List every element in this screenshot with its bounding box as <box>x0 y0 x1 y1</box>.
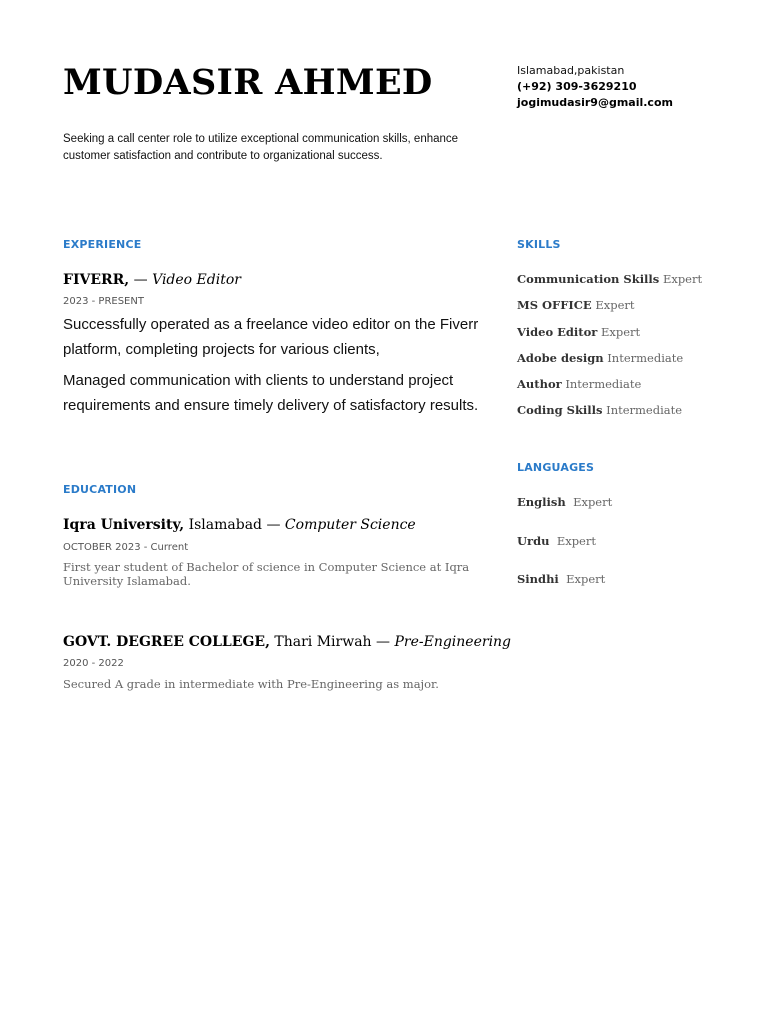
contact-info <box>517 63 673 111</box>
language-name: English <box>517 495 566 509</box>
language-level: Expert <box>566 572 606 586</box>
education-separator: — <box>262 517 285 533</box>
education-entry-heading <box>63 517 416 533</box>
experience-dates: 2023 - PRESENT <box>63 296 144 307</box>
education-description: First year student of Bachelor of science in Computer Science at Iqra University Islamabad. <box>63 560 470 588</box>
experience-heading: EXPERIENCE <box>63 238 142 251</box>
skill-item <box>517 377 641 391</box>
skill-item <box>517 298 635 312</box>
skill-item <box>517 351 683 365</box>
education-entry-heading <box>63 634 511 650</box>
experience-description: Successfully operated as a freelance video editor on the Fiverr platform, completing projects for various clients, <box>63 316 479 358</box>
skill-name: Communication Skills <box>517 272 660 286</box>
experience-separator: — <box>129 272 153 288</box>
education-school: Iqra University, <box>63 517 185 533</box>
contact-address: Islamabad,pakistan <box>517 64 625 77</box>
education-program: Pre-Engineering <box>394 634 512 650</box>
skill-level: Expert <box>601 325 641 339</box>
skill-name: Author <box>517 377 562 391</box>
language-name: Urdu <box>517 534 550 548</box>
resume-name: MUDASIR AHMED <box>63 62 433 103</box>
skill-item <box>517 403 682 417</box>
language-item <box>517 572 605 586</box>
skills-heading: SKILLS <box>517 238 561 251</box>
experience-company: FIVERR, <box>63 272 130 288</box>
education-separator: — <box>371 634 395 650</box>
skill-level: Expert <box>595 298 635 312</box>
skill-level: Expert <box>662 272 703 286</box>
skill-name: Video Editor <box>517 325 598 339</box>
education-dates: 2020 - 2022 <box>63 658 124 669</box>
skill-name: Adobe design <box>517 351 604 365</box>
language-item <box>517 534 596 548</box>
education-program: Computer Science <box>284 517 416 533</box>
skill-level: Intermediate <box>607 351 684 365</box>
language-level: Expert <box>573 495 613 509</box>
contact-phone: (+92) 309-3629210 <box>517 80 637 93</box>
language-name: Sindhi <box>517 572 559 586</box>
skill-item <box>517 325 640 339</box>
education-heading: EDUCATION <box>63 483 137 496</box>
languages-heading: LANGUAGES <box>517 461 595 474</box>
experience-role: Video Editor <box>152 272 241 288</box>
education-description: Secured A grade in intermediate with Pre-Engineering as major. <box>63 677 439 691</box>
skill-item <box>517 272 702 286</box>
skill-name: Coding Skills <box>517 403 603 417</box>
language-item <box>517 495 612 509</box>
education-location: Islamabad <box>184 517 263 533</box>
skill-level: Intermediate <box>565 377 642 391</box>
language-level: Expert <box>556 534 596 548</box>
skill-level: Intermediate <box>606 403 683 417</box>
experience-description: Managed communication with clients to understand project requirements and ensure timely delivery of satisfactory results. <box>63 372 479 414</box>
experience-entry-heading <box>63 272 241 288</box>
education-dates: OCTOBER 2023 - Current <box>63 542 189 553</box>
education-location: Thari Mirwah <box>269 634 372 650</box>
education-school: GOVT. DEGREE COLLEGE, <box>63 634 270 650</box>
skill-name: MS OFFICE <box>517 298 592 312</box>
contact-email: jogimudasir9@gmail.com <box>517 96 673 109</box>
career-objective: Seeking a call center role to utilize exceptional communication skills, enhance customer satisfaction and contribute to organizational success. <box>63 133 459 162</box>
